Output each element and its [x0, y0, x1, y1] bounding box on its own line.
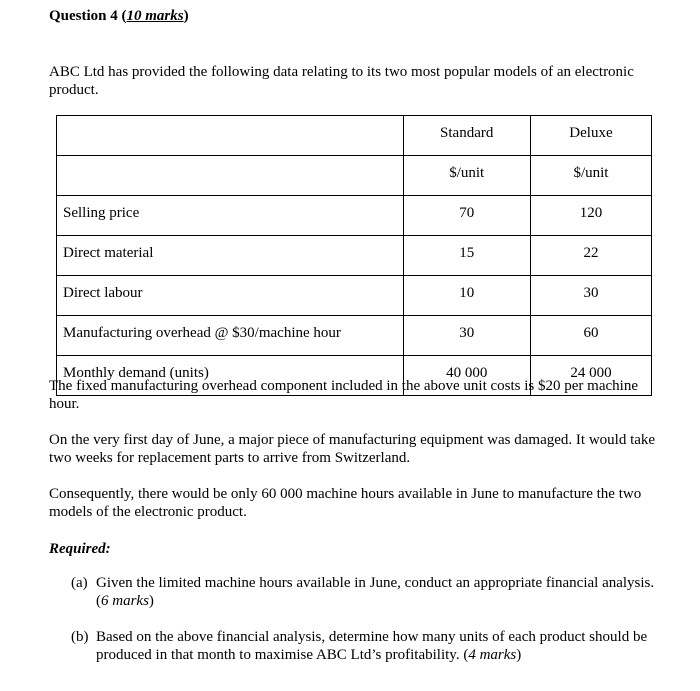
row-label: Manufacturing overhead @ $30/machine hour: [57, 316, 404, 356]
damage-paragraph: On the very first day of June, a major piece of manufacturing equipment was damaged. It would take two weeks for replacement parts to arrive from Switzerland.: [49, 432, 656, 466]
standard-value: 30: [403, 316, 530, 356]
intro-paragraph: ABC Ltd has provided the following data relating to its two most popular models of an electronic product.: [49, 64, 634, 98]
cost-data-table: [56, 115, 652, 396]
table-header-deluxe: Deluxe: [530, 116, 651, 156]
deluxe-value: 30: [530, 276, 651, 316]
deluxe-value: 22: [530, 236, 651, 276]
table-row: [57, 236, 652, 276]
standard-value: 70: [403, 196, 530, 236]
overhead-paragraph: The fixed manufacturing overhead component included in the above unit costs is $20 per machine hour.: [49, 378, 638, 412]
part-b-letter: (b): [71, 629, 89, 645]
table-units-row: [57, 156, 652, 196]
question-label: Question 4 (: [49, 8, 127, 24]
part-b-text: [96, 628, 661, 664]
row-label: Direct material: [57, 236, 404, 276]
table-units-standard: $/unit: [403, 156, 530, 196]
part-a-text: [96, 574, 661, 610]
table-row: [57, 316, 652, 356]
table-row: [57, 276, 652, 316]
part-b-body: Based on the above financial analysis, determine how many units of each product should be produced in that month to maximise ABC Ltd’s profitability. (: [96, 629, 648, 663]
part-a-letter: (a): [71, 575, 88, 591]
required-heading: Required:: [49, 541, 111, 557]
part-b-marks: 4 marks: [468, 647, 517, 663]
standard-value: 15: [403, 236, 530, 276]
deluxe-value: 60: [530, 316, 651, 356]
part-a-marks: 6 marks: [101, 593, 149, 609]
row-label: Monthly demand (units): [57, 356, 404, 396]
part-a-body: Given the limited machine hours available in June, conduct an appropriate financial analysis. (: [96, 575, 655, 609]
table-row: [57, 196, 652, 236]
question-title: [49, 7, 189, 25]
table-header-standard: Standard: [403, 116, 530, 156]
part-a-close: ): [148, 593, 154, 609]
row-label: Direct labour: [57, 276, 404, 316]
table-units-deluxe: $/unit: [530, 156, 651, 196]
standard-value: 10: [403, 276, 530, 316]
question-close: ): [183, 8, 189, 24]
deluxe-value: 120: [530, 196, 651, 236]
table-header-cell: [57, 116, 404, 156]
standard-value: 40 000: [403, 356, 530, 396]
question-marks: 10 marks: [126, 8, 184, 24]
machine-hours-paragraph: Consequently, there would be only 60 000 machine hours available in June to manufacture the two models of the electronic product.: [49, 486, 642, 520]
part-b-close: ): [516, 647, 522, 663]
table-header-row: [57, 116, 652, 156]
table-units-cell: [57, 156, 404, 196]
row-label: Selling price: [57, 196, 404, 236]
deluxe-value: 24 000: [530, 356, 651, 396]
